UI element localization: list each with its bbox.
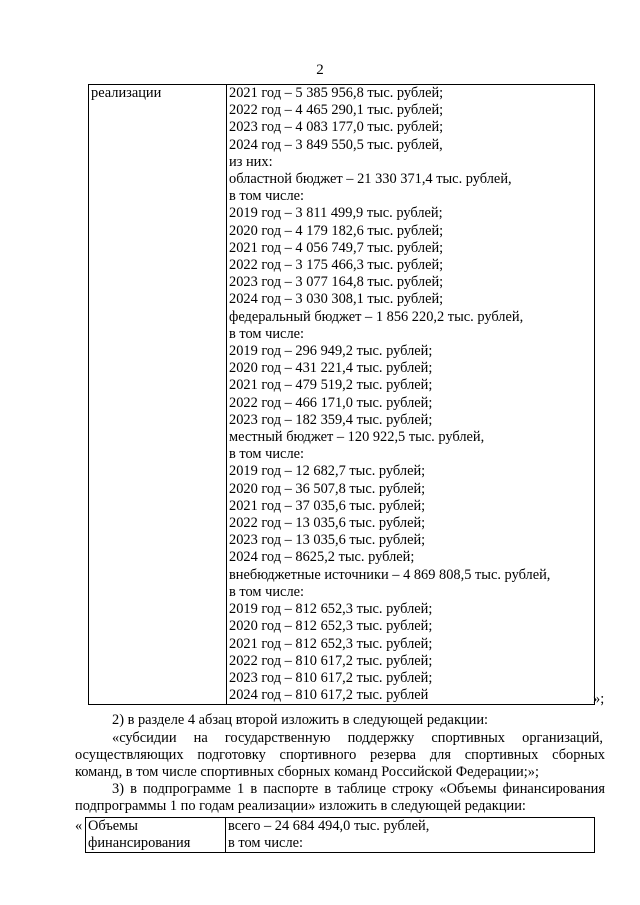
value-line: 2021 год – 5 385 956,8 тыс. рублей; bbox=[229, 85, 444, 101]
value-line: в том числе: bbox=[229, 446, 305, 463]
value-line: 2021 год – 4 056 749,7 тыс. рублей; bbox=[229, 239, 444, 256]
opening-quote-mark: « bbox=[75, 818, 83, 834]
quote-line-2: осуществляющих подготовку спортивного резерва для спортивных сборных bbox=[75, 747, 605, 763]
value-line: 2021 год – 37 035,6 тыс. рублей; bbox=[229, 497, 426, 514]
value-line: 2021 год – 812 652,3 тыс. рублей; bbox=[229, 635, 433, 652]
value-line: 2023 год – 182 359,4 тыс. рублей; bbox=[229, 411, 433, 428]
value-line: 2019 год – 812 652,3 тыс. рублей; bbox=[229, 601, 433, 618]
value-line: 2021 год – 479 519,2 тыс. рублей; bbox=[229, 377, 433, 394]
value-line: 2022 год – 13 035,6 тыс. рублей; bbox=[229, 515, 426, 532]
subprogram-table bbox=[85, 817, 595, 853]
value-line: 2020 год – 812 652,3 тыс. рублей; bbox=[229, 618, 433, 635]
value-line: 2024 год – 3 849 550,5 тыс. рублей, bbox=[229, 136, 443, 153]
value-line: 2022 год – 466 171,0 тыс. рублей; bbox=[229, 394, 433, 411]
value-line: в том числе: bbox=[229, 325, 305, 342]
table-row bbox=[86, 818, 595, 853]
value-line: в том числе: bbox=[229, 188, 305, 205]
value-line: 2022 год – 4 465 290,1 тыс. рублей; bbox=[229, 102, 444, 119]
quote-line-1: «субсидии на государственную поддержку спортивных организаций, bbox=[112, 730, 603, 746]
paragraph-item-3-line-2: подпрограммы 1 по годам реализации» изложить в следующей редакции: bbox=[75, 798, 526, 814]
value-line: 2023 год – 4 083 177,0 тыс. рублей; bbox=[229, 119, 444, 136]
value-line: областной бюджет – 21 330 371,4 тыс. рублей, bbox=[229, 171, 512, 188]
value-line: 2022 год – 810 617,2 тыс. рублей; bbox=[229, 652, 433, 669]
paragraph-item-3-line-1: 3) в подпрограмме 1 в паспорте в таблице строку «Объемы финансирования bbox=[112, 781, 605, 797]
value-line: всего – 24 684 494,0 тыс. рублей, bbox=[228, 818, 430, 834]
funding-table bbox=[88, 84, 595, 705]
page-number: 2 bbox=[316, 62, 324, 78]
value-line: 2024 год – 810 617,2 тыс. рублей bbox=[229, 687, 429, 704]
quote-line-3: команд, в том числе спортивных сборных команд Российской Федерации;»; bbox=[75, 764, 539, 780]
closing-quote-mark: »; bbox=[593, 691, 605, 707]
value-line: местный бюджет – 120 922,5 тыс. рублей, bbox=[229, 429, 485, 446]
value-line: внебюджетные источники – 4 869 808,5 тыс. рублей, bbox=[229, 566, 551, 583]
paragraph-item-2: 2) в разделе 4 абзац второй изложить в следующей редакции: bbox=[112, 712, 489, 728]
funding-table-label: реализации bbox=[89, 85, 227, 705]
value-line: 2020 год – 431 221,4 тыс. рублей; bbox=[229, 360, 433, 377]
value-line: 2019 год – 3 811 499,9 тыс. рублей; bbox=[229, 205, 443, 222]
value-line: 2020 год – 4 179 182,6 тыс. рублей; bbox=[229, 222, 444, 239]
value-line: 2023 год – 810 617,2 тыс. рублей; bbox=[229, 669, 433, 686]
label-line: Объемы bbox=[88, 818, 138, 834]
value-line: федеральный бюджет – 1 856 220,2 тыс. рублей, bbox=[229, 308, 524, 325]
subprogram-table-values bbox=[226, 818, 595, 853]
value-line: 2019 год – 296 949,2 тыс. рублей; bbox=[229, 343, 433, 360]
value-line: 2019 год – 12 682,7 тыс. рублей; bbox=[229, 463, 426, 480]
value-line: 2020 год – 36 507,8 тыс. рублей; bbox=[229, 480, 426, 497]
value-line: из них: bbox=[229, 153, 273, 170]
funding-table-values bbox=[227, 85, 595, 705]
value-line: в том числе: bbox=[228, 835, 304, 852]
value-line: 2023 год – 3 077 164,8 тыс. рублей; bbox=[229, 274, 444, 291]
value-line: 2024 год – 8625,2 тыс. рублей; bbox=[229, 549, 415, 566]
label-line: финансирования bbox=[88, 835, 191, 852]
table-row bbox=[89, 85, 595, 705]
subprogram-table-label bbox=[86, 818, 226, 853]
value-line: 2024 год – 3 030 308,1 тыс. рублей; bbox=[229, 291, 444, 308]
value-line: 2023 год – 13 035,6 тыс. рублей; bbox=[229, 532, 426, 549]
value-line: 2022 год – 3 175 466,3 тыс. рублей; bbox=[229, 257, 444, 274]
value-line: в том числе: bbox=[229, 583, 305, 600]
